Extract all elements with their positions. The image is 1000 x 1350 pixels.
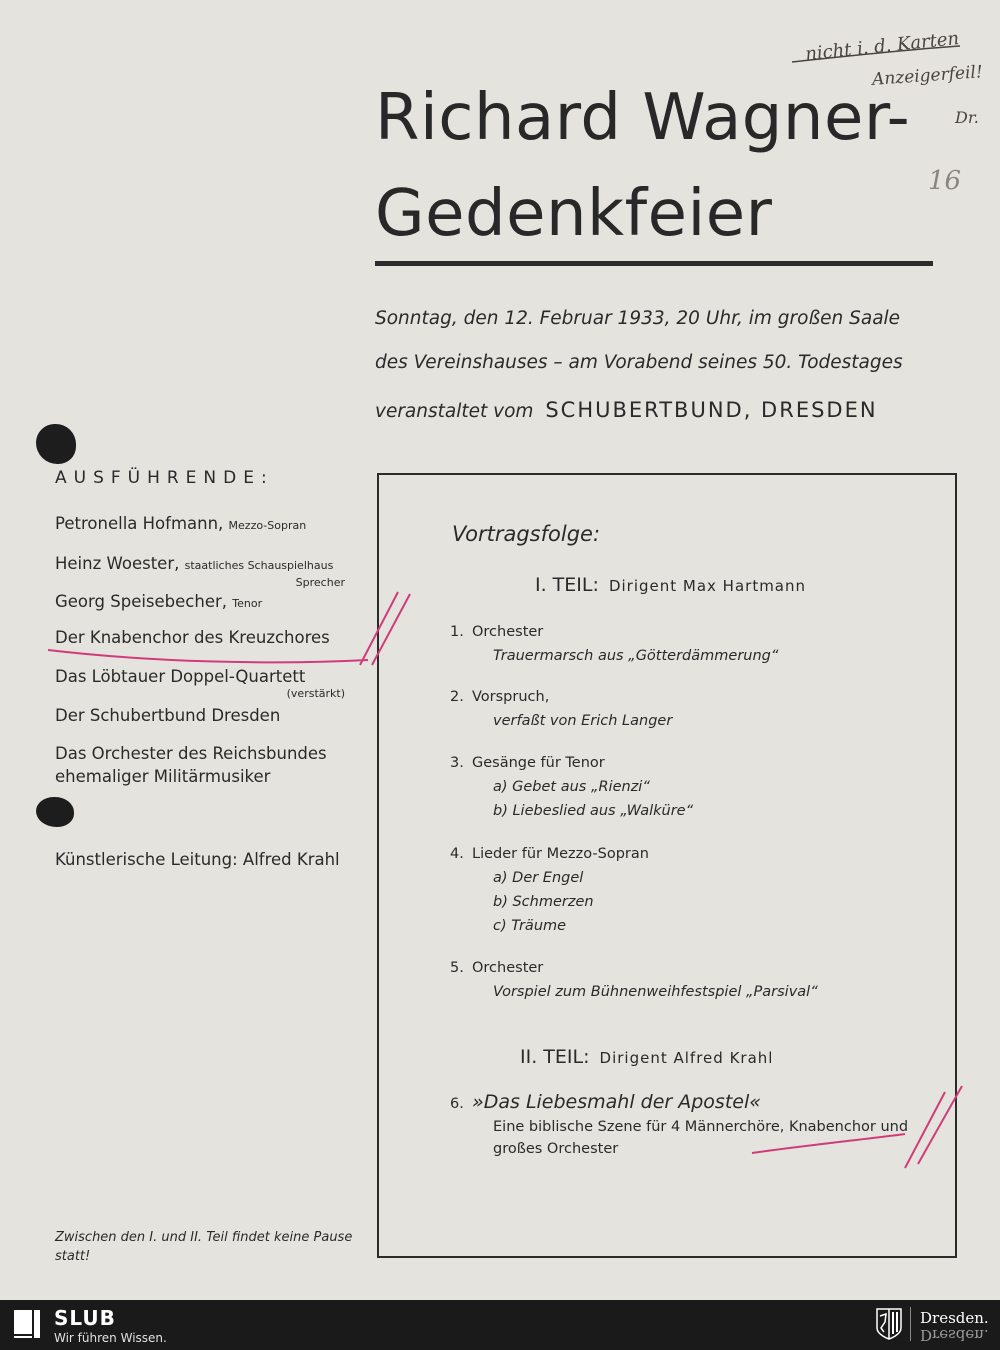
performer-item (55, 665, 345, 699)
item-title: Lieder für Mezzo-Sopran (472, 846, 649, 862)
subtitle-line-1: Sonntag, den 12. Februar 1933, 20 Uhr, im großen Saale (375, 308, 901, 329)
pause-note: Zwischen den I. und II. Teil findet keine Pause statt! (55, 1230, 353, 1264)
program-item (450, 956, 920, 1004)
item-number: 5. (450, 960, 464, 976)
performer-name: Das Löbtauer Doppel-Quartett (55, 667, 306, 686)
part-label: I. TEIL: (535, 574, 599, 596)
slub-tagline: Wir führen Wissen. (54, 1331, 167, 1345)
slub-book-icon (14, 1310, 40, 1338)
item-detail: b) Schmerzen (493, 894, 594, 910)
part-conductor: Dirigent Alfred Krahl (599, 1049, 774, 1067)
item-title: Vorspruch, (472, 689, 550, 705)
title-line-1: Richard Wagner- (375, 81, 911, 155)
performers-heading: AUSFÜHRENDE: (55, 468, 274, 488)
subtitle-line-3 (375, 398, 878, 422)
performer-item (55, 626, 345, 649)
ink-spot (36, 424, 76, 464)
program-item (450, 751, 920, 823)
item-number: 4. (450, 846, 464, 862)
performer-role: Tenor (232, 597, 263, 610)
item-detail: a) Der Engel (493, 870, 584, 886)
performer-item (55, 590, 345, 615)
dresden-partner-logo[interactable]: Dresden. (920, 1309, 989, 1327)
performer-role: staatliches Schauspielhaus (184, 559, 334, 572)
program-item (450, 620, 920, 668)
subtitle-line-2: des Vereinshauses – am Vorabend seines 50. Todestages (375, 352, 903, 373)
subtitle-prefix: veranstaltet vom (375, 401, 534, 422)
item-detail: a) Gebet aus „Rienzi“ (493, 779, 650, 795)
item-title: »Das Liebesmahl der Apostel« (472, 1091, 761, 1113)
program-heading: Vortragsfolge: (452, 522, 601, 546)
program-item (450, 842, 920, 938)
dresden-crest-icon (876, 1308, 902, 1340)
item-detail: Vorspiel zum Bühnenweihfestspiel „Parsival“ (493, 984, 818, 1000)
performer-role-line2: Sprecher (295, 576, 345, 589)
item-number: 6. (450, 1096, 464, 1112)
item-detail: großes Orchester (493, 1141, 619, 1157)
ink-spot (36, 797, 74, 827)
performer-item (55, 552, 345, 588)
performer-name: Georg Speisebecher, (55, 592, 228, 611)
part-1-header (535, 574, 806, 596)
organizer-name: SCHUBERTBUND, DRESDEN (545, 398, 878, 422)
performer-name: Der Knabenchor des Kreuzchores (55, 628, 330, 647)
program-item (450, 685, 920, 733)
item-detail: b) Liebeslied aus „Walküre“ (493, 803, 694, 819)
dresden-partner-logo-mirror: Dresden. (920, 1326, 989, 1344)
performer-item (55, 742, 345, 788)
performer-name: Petronella Hofmann, (55, 514, 224, 533)
item-number: 2. (450, 689, 464, 705)
performer-role: Mezzo-Sopran (228, 519, 307, 532)
item-title: Orchester (472, 960, 544, 976)
item-title: Orchester (472, 624, 544, 640)
program-item (450, 1090, 920, 1160)
performer-item (55, 704, 345, 727)
part-label: II. TEIL: (520, 1046, 590, 1068)
item-detail: verfaßt von Erich Langer (493, 713, 673, 729)
item-title: Gesänge für Tenor (472, 755, 605, 771)
viewer-footer (0, 1300, 1000, 1350)
red-underline-knabenchor (48, 650, 368, 662)
performer-name: Das Orchester des Reichsbundes ehemaliger Militärmusiker (55, 744, 327, 786)
performer-item (55, 512, 345, 537)
item-detail: c) Träume (493, 918, 567, 934)
slub-logo-text[interactable]: SLUB (54, 1306, 116, 1330)
item-detail: Eine biblische Szene für 4 Männerchöre, Knabenchor und (493, 1119, 909, 1135)
item-detail: Trauermarsch aus „Götterdämmerung“ (493, 648, 779, 664)
handwritten-page-number: 16 (928, 166, 962, 196)
item-number: 3. (450, 755, 464, 771)
handwritten-note-line-2: Anzeigerfeil! (871, 62, 984, 90)
handwritten-note-line-1: nicht i. d. Karten (804, 27, 961, 66)
artistic-direction: Künstlerische Leitung: Alfred Krahl (55, 850, 340, 869)
performer-role-line2: (verstärkt) (286, 687, 345, 700)
performer-name: Heinz Woester, (55, 554, 180, 573)
performer-name: Der Schubertbund Dresden (55, 706, 281, 725)
part-conductor: Dirigent Max Hartmann (608, 577, 807, 595)
title-line-2: Gedenkfeier (375, 177, 773, 251)
handwritten-note-line-3: Dr. (955, 108, 979, 127)
footer-divider (910, 1307, 911, 1341)
title-rule (375, 261, 933, 266)
part-2-header (520, 1046, 773, 1068)
item-number: 1. (450, 624, 464, 640)
